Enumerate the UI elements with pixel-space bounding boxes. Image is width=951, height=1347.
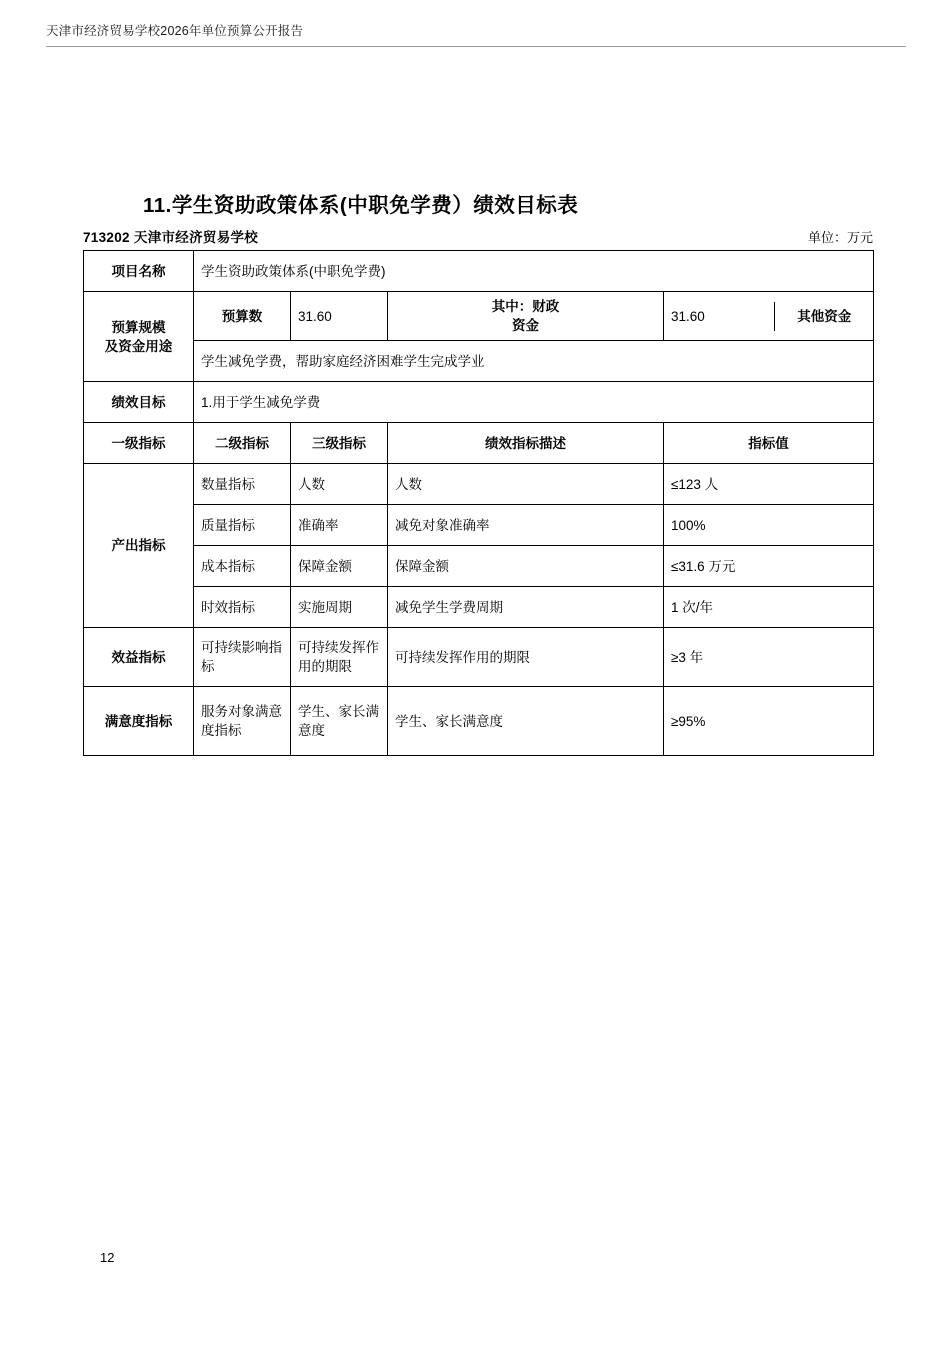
level2-label: 服务对象满意度指标 xyxy=(194,687,291,756)
level3-label: 学生、家长满意度 xyxy=(291,687,388,756)
indicator-desc: 人数 xyxy=(388,464,664,505)
fiscal-fund-label-line2: 资金 xyxy=(512,318,539,333)
indicator-value: 100% xyxy=(664,505,874,546)
fiscal-fund-value: 31.60 xyxy=(664,302,774,331)
level1-satisfaction: 满意度指标 xyxy=(84,687,194,756)
budget-scale-label-line1: 预算规模 xyxy=(111,319,166,335)
table-row xyxy=(84,382,874,423)
table-row xyxy=(84,628,874,687)
level3-label: 准确率 xyxy=(291,505,388,546)
indicator-desc: 学生、家长满意度 xyxy=(388,687,664,756)
level2-label: 成本指标 xyxy=(194,546,291,587)
indicator-value: 1 次/年 xyxy=(664,587,874,628)
fiscal-fund-label xyxy=(388,292,664,341)
amount-unit-label: 单位：万元 xyxy=(807,230,873,245)
perf-goal-value: 1.用于学生减免学费 xyxy=(194,382,874,423)
level2-label: 可持续影响指标 xyxy=(194,628,291,687)
indicator-desc: 保障金额 xyxy=(388,546,664,587)
table-row xyxy=(84,464,874,505)
level3-label: 可持续发挥作用的期限 xyxy=(291,628,388,687)
column-header-level2: 二级指标 xyxy=(194,423,291,464)
table-row xyxy=(84,505,874,546)
column-header-level1: 一级指标 xyxy=(84,423,194,464)
fiscal-other-cell xyxy=(664,292,874,341)
budget-number-label: 预算数 xyxy=(194,292,291,341)
budget-number-value: 31.60 xyxy=(291,292,388,341)
level3-label: 保障金额 xyxy=(291,546,388,587)
indicator-value: ≤123 人 xyxy=(664,464,874,505)
level3-label: 实施周期 xyxy=(291,587,388,628)
project-name-label: 项目名称 xyxy=(84,251,194,292)
performance-target-table xyxy=(83,250,874,756)
column-header-desc: 绩效指标描述 xyxy=(388,423,664,464)
perf-goal-label: 绩效目标 xyxy=(84,382,194,423)
table-row xyxy=(84,587,874,628)
level1-output: 产出指标 xyxy=(84,464,194,628)
level3-label: 人数 xyxy=(291,464,388,505)
indicator-value: ≥95% xyxy=(664,687,874,756)
table-row xyxy=(84,341,874,382)
budget-scale-label-line2: 及资金用途 xyxy=(104,338,173,354)
table-row xyxy=(84,546,874,587)
other-fund-label: 其他资金 xyxy=(797,308,852,324)
fiscal-fund-label-line1: 其中：财政 xyxy=(491,299,560,314)
level2-label: 质量指标 xyxy=(194,505,291,546)
budget-scale-label xyxy=(84,292,194,382)
table-row xyxy=(84,251,874,292)
fund-usage-value: 学生减免学费，帮助家庭经济困难学生完成学业 xyxy=(194,341,874,382)
table-row xyxy=(84,687,874,756)
indicator-desc: 可持续发挥作用的期限 xyxy=(388,628,664,687)
project-name-value: 学生资助政策体系(中职免学费) xyxy=(194,251,874,292)
indicator-value: ≥3 年 xyxy=(664,628,874,687)
page-number: 12 xyxy=(100,1250,115,1265)
column-header-level3: 三级指标 xyxy=(291,423,388,464)
level1-benefit: 效益指标 xyxy=(84,628,194,687)
column-header-value: 指标值 xyxy=(664,423,874,464)
subtitle-row xyxy=(83,226,873,246)
page-title: 11.学生资助政策体系(中职免学费）绩效目标表 xyxy=(143,194,579,217)
indicator-value: ≤31.6 万元 xyxy=(664,546,874,587)
level2-label: 时效指标 xyxy=(194,587,291,628)
running-header: 天津市经济贸易学校2026年单位预算公开报告 xyxy=(46,24,304,38)
header-divider xyxy=(46,46,906,47)
table-row xyxy=(84,292,874,341)
level2-label: 数量指标 xyxy=(194,464,291,505)
table-header-row xyxy=(84,423,874,464)
indicator-desc: 减免对象准确率 xyxy=(388,505,664,546)
unit-code-name: 713202 天津市经济贸易学校 xyxy=(83,230,259,245)
indicator-desc: 减免学生学费周期 xyxy=(388,587,664,628)
